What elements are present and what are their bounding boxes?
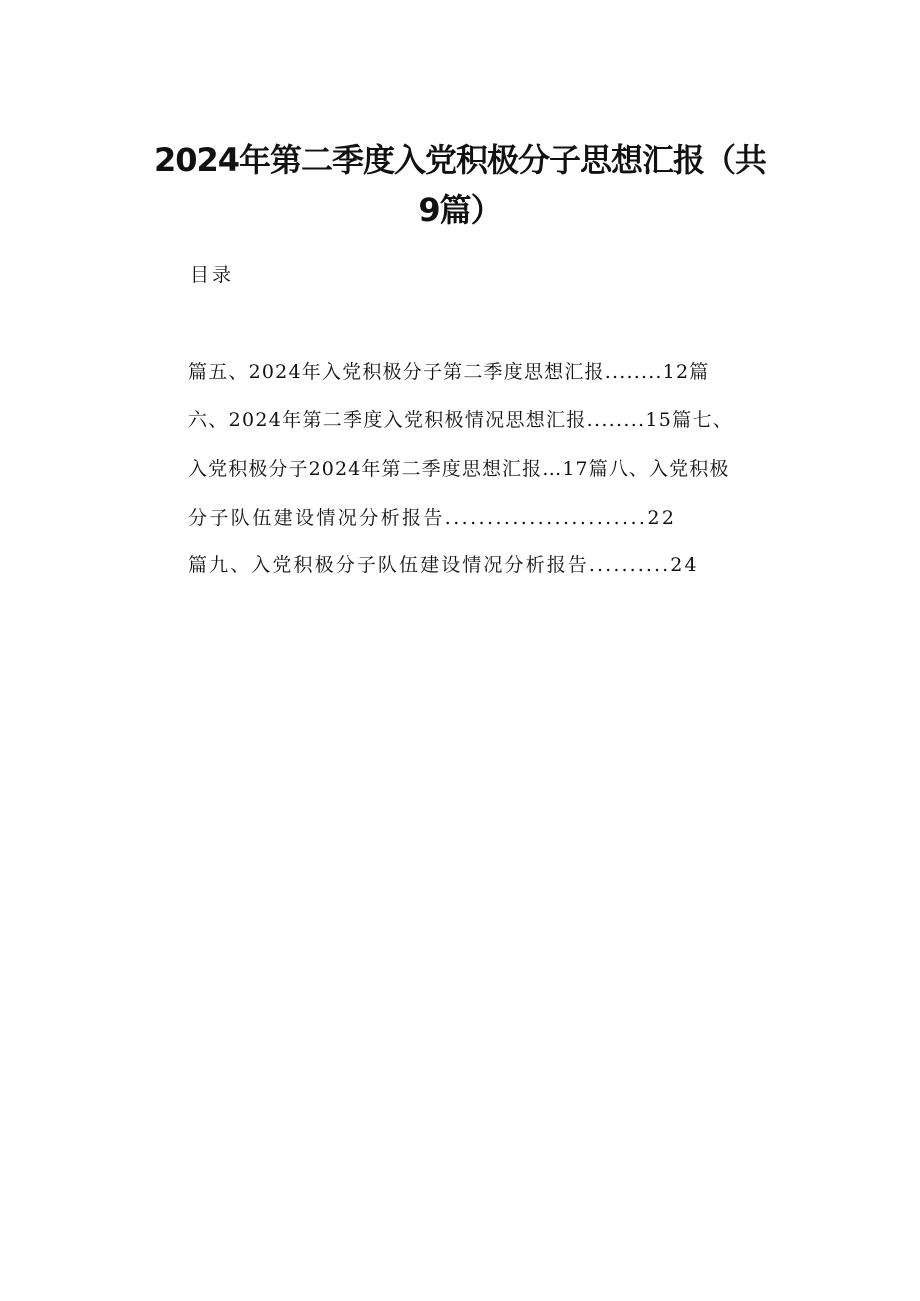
document-title-line-1: 2024年第二季度入党积极分子思想汇报（共	[153, 141, 767, 179]
toc-line-2[interactable]: 六、2024年第二季度入党积极情况思想汇报........15篇七、	[188, 409, 734, 431]
document-title-line-2: 9篇）	[418, 191, 502, 229]
toc-line-4[interactable]: 分子队伍建设情况分析报告........................22	[188, 507, 677, 529]
toc-heading: 目录	[190, 264, 235, 286]
toc-line-3[interactable]: 入党积极分子2024年第二季度思想汇报…17篇八、入党积极	[188, 458, 730, 480]
toc-line-1[interactable]: 篇五、2024年入党积极分子第二季度思想汇报........12篇	[188, 361, 710, 383]
toc-line-5[interactable]: 篇九、入党积极分子队伍建设情况分析报告..........24	[188, 554, 699, 576]
